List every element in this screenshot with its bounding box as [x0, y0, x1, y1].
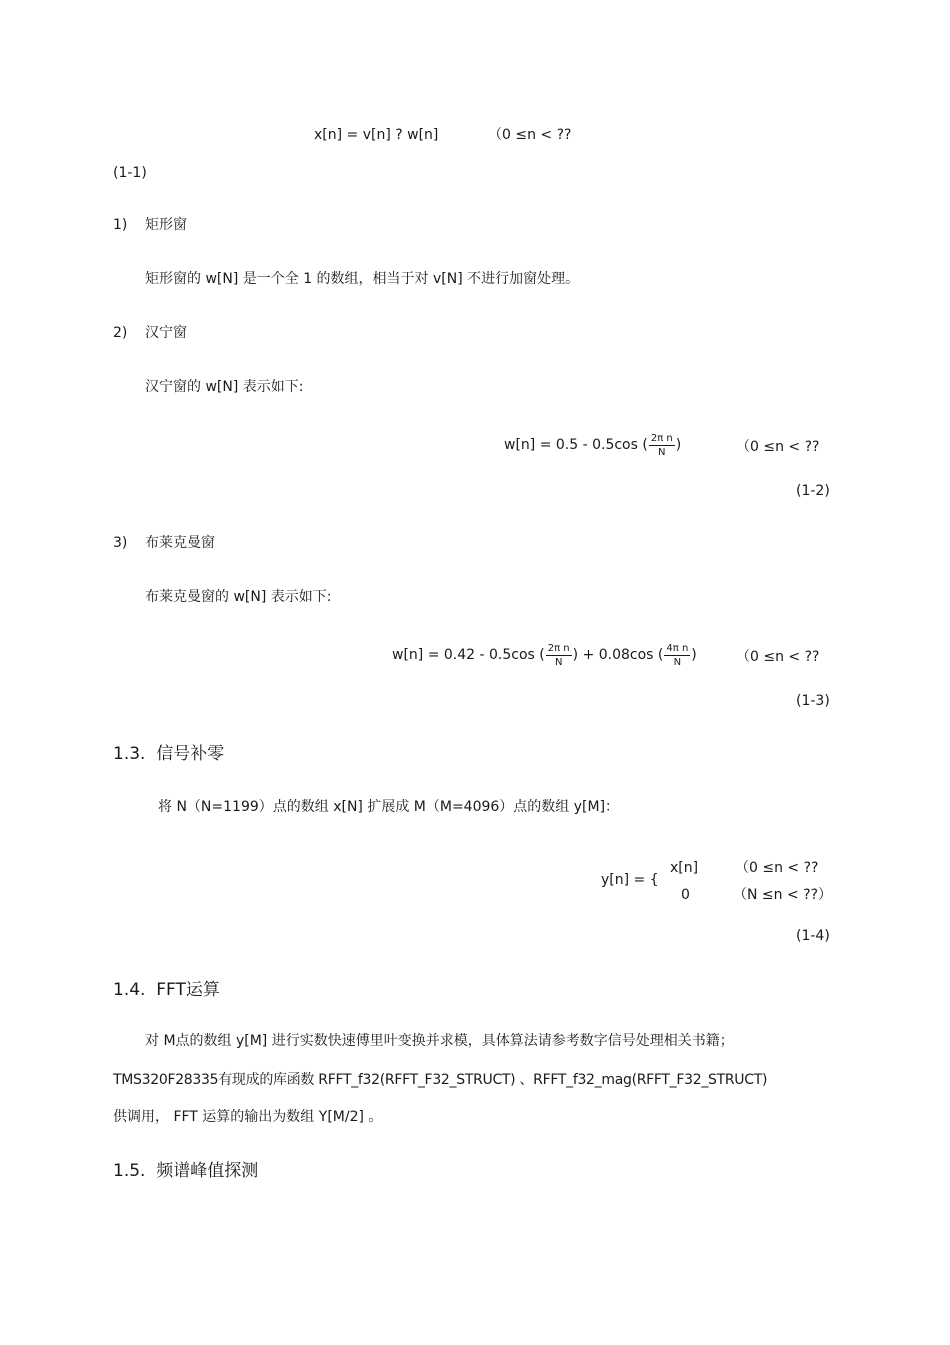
- equation-1-4-range-2: （N ≤n < ??）: [733, 887, 833, 903]
- heading-title: 信号补零: [156, 744, 225, 764]
- equation-1-4-number: (1-4): [796, 928, 830, 944]
- fraction-numerator: 2π n: [547, 642, 570, 654]
- equation-1-1-range: （0 ≤n < ??: [488, 127, 572, 143]
- heading-number: 1.3.: [113, 744, 146, 764]
- equation-1-2-range: （0 ≤n < ??: [736, 439, 820, 455]
- section-title-hanning-window: 汉宁窗: [145, 325, 187, 341]
- paragraph-fft-line-1: 对 M点的数组 y[M] 进行实数快速傅里叶变换并求模，具体算法请参考数字信号处理相关书籍；: [145, 1033, 734, 1049]
- list-number-3: 3): [113, 535, 128, 551]
- paragraph-fft-line-3: 供调用， FFT 运算的输出为数组 Y[M/2] 。: [113, 1109, 383, 1125]
- paragraph-fft-line-2: TMS320F28335有现成的库函数 RFFT_f32(RFFT_F32_STRUCT) 、RFFT_f32_mag(RFFT_F32_STRUCT): [113, 1072, 768, 1088]
- equation-lhs: w[n] = 0.5 - 0.5cos (: [504, 437, 648, 453]
- equation-formula: x[n] = v[n] ? w[n]: [314, 127, 439, 143]
- fraction: [664, 643, 690, 668]
- equation-mid: ) + 0.08cos (: [572, 647, 664, 663]
- equation-1-1: [314, 128, 438, 142]
- fraction-denominator: N: [658, 446, 666, 458]
- paragraph-zero-padding: 将 N（N=1199）点的数组 x[N] 扩展成 M（M=4096）点的数组 y[M]：: [158, 799, 620, 815]
- equation-1-1-number: (1-1): [113, 165, 147, 181]
- list-number-2: 2): [113, 325, 128, 341]
- paragraph-hanning-window: 汉宁窗的 w[N] 表示如下:: [145, 379, 304, 395]
- list-number-1: 1): [113, 217, 128, 233]
- heading-title: FFT运算: [156, 980, 220, 1000]
- equation-1-4-case-2: 0: [681, 887, 690, 903]
- equation-1-3-range: （0 ≤n < ??: [736, 649, 820, 665]
- heading-1-3: [113, 746, 224, 763]
- heading-1-5: [113, 1163, 258, 1180]
- equation-1-4-lhs: y[n] = {: [601, 872, 659, 888]
- equation-lhs: w[n] = 0.42 - 0.5cos (: [392, 647, 545, 663]
- heading-title: 频谱峰值探测: [156, 1161, 259, 1181]
- equation-1-3-number: (1-3): [796, 693, 830, 709]
- fraction-numerator: 4π n: [666, 642, 689, 654]
- section-title-rectangular-window: 矩形窗: [145, 217, 187, 233]
- fraction-numerator: 2π n: [650, 432, 673, 444]
- fraction-denominator: N: [673, 656, 682, 668]
- fraction: [546, 643, 572, 668]
- paragraph-blackman-window: 布莱克曼窗的 w[N] 表示如下:: [145, 589, 332, 605]
- equation-1-2: [504, 432, 681, 458]
- equation-rhs: ): [675, 437, 682, 453]
- heading-1-4: [113, 982, 220, 999]
- section-title-blackman-window: 布莱克曼窗: [145, 535, 215, 551]
- equation-1-3: [392, 642, 697, 668]
- equation-1-2-number: (1-2): [796, 483, 830, 499]
- equation-rhs: ): [691, 647, 697, 663]
- fraction: [649, 433, 675, 458]
- equation-1-4-case-1: x[n]: [670, 860, 699, 876]
- paragraph-rectangular-window: 矩形窗的 w[N] 是一个全 1 的数组，相当于对 v[N] 不进行加窗处理。: [145, 271, 580, 287]
- heading-number: 1.4.: [113, 980, 146, 1000]
- equation-1-4-range-1: （0 ≤n < ??: [735, 860, 819, 876]
- fraction-denominator: N: [554, 656, 563, 668]
- heading-number: 1.5.: [113, 1161, 146, 1181]
